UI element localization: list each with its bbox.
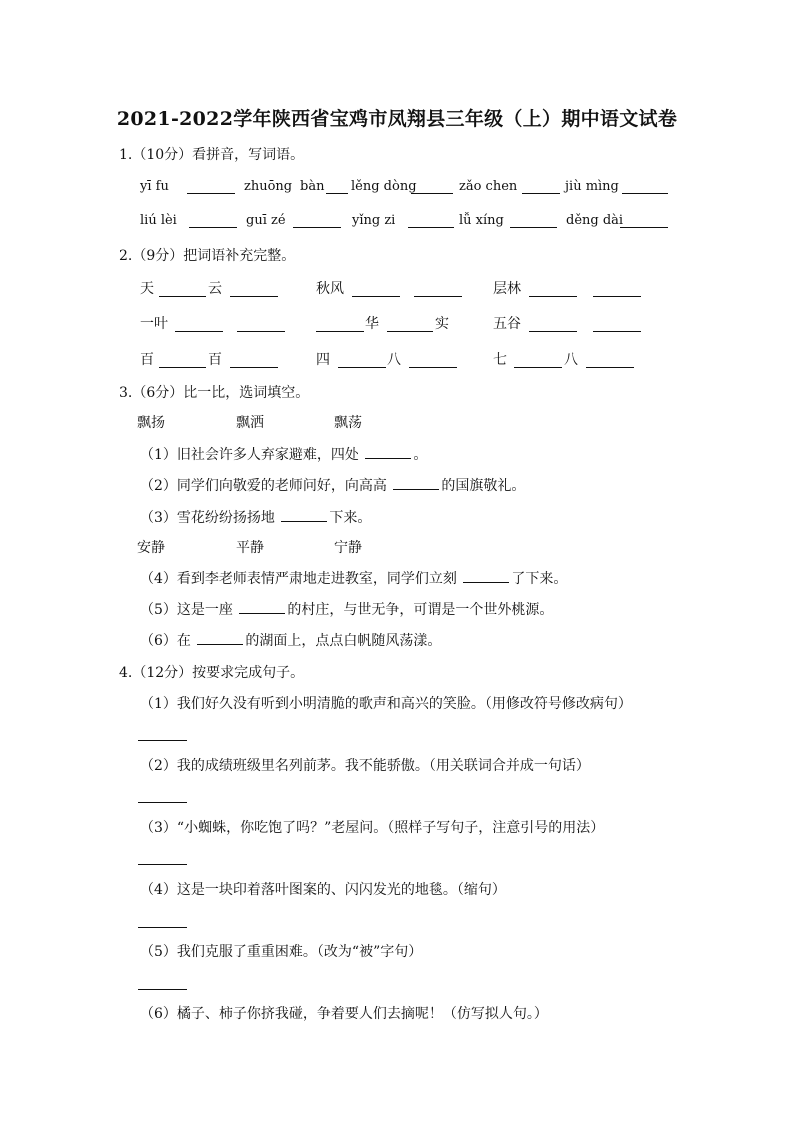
- answer-blank[interactable]: [352, 296, 400, 297]
- answer-blank[interactable]: [326, 193, 348, 194]
- answer-blank[interactable]: [159, 367, 206, 368]
- answer-blank[interactable]: [409, 367, 457, 368]
- exam-title: 2021-2022学年陕西省宝鸡市凤翔县三年级（上）期中语文试卷: [116, 108, 678, 130]
- q1-pinyin-guize: guī zé: [246, 213, 286, 228]
- q3-word-option: 安静: [137, 540, 165, 556]
- q1-pinyin-jiuming: jiù mìng: [565, 179, 619, 194]
- q1-heading: 1.（10分）看拼音，写词语。: [119, 147, 305, 163]
- q2-word: 层林: [493, 281, 521, 297]
- q4-sentence-1: （1）我们好久没有听到小明清脆的歌声和高兴的笑脸。（用修改符号修改病句）: [140, 696, 632, 712]
- q1-pinyin-lvxing: lǚ xíng: [459, 213, 504, 228]
- q3-sentence-4: （4）看到李老师表情严肃地走进教室，同学们立刻 了下来。: [140, 571, 568, 587]
- q1-pinyin-yingzi: yǐng zi: [352, 213, 396, 228]
- answer-blank[interactable]: [138, 740, 187, 741]
- answer-blank[interactable]: [159, 296, 206, 297]
- answer-blank[interactable]: [237, 331, 285, 332]
- q3-word-option: 宁静: [334, 540, 362, 556]
- q1-pinyin-ban: bàn: [300, 179, 325, 194]
- answer-blank[interactable]: [593, 296, 641, 297]
- q1-pinyin-zaochen: zǎo chen: [459, 179, 518, 194]
- q2-word: 秋风: [316, 281, 344, 297]
- q4-sentence-5: （5）我们克服了重重困难。（改为“被”字句）: [140, 944, 423, 960]
- q2-char: 七: [493, 352, 507, 368]
- q3-heading: 3.（6分）比一比，选词填空。: [119, 385, 310, 401]
- answer-blank[interactable]: [230, 296, 278, 297]
- answer-blank[interactable]: [138, 989, 187, 990]
- answer-blank[interactable]: [408, 227, 454, 228]
- q4-sentence-2: （2）我的成绩班级里名列前茅。我不能骄傲。（用关联词合并成一句话）: [140, 758, 590, 774]
- answer-blank[interactable]: [514, 367, 562, 368]
- answer-blank[interactable]: [138, 864, 187, 865]
- answer-blank[interactable]: [411, 193, 453, 194]
- answer-blank[interactable]: [138, 802, 187, 803]
- answer-blank[interactable]: [529, 296, 577, 297]
- q1-pinyin-liulei: liú lèi: [140, 213, 177, 228]
- q3-sentence-5: （5）这是一座 的村庄，与世无争，可谓是一个世外桃源。: [140, 602, 554, 618]
- q2-char: 四: [316, 352, 330, 368]
- q2-word: 一叶: [140, 316, 168, 332]
- answer-blank[interactable]: [387, 331, 433, 332]
- q2-heading: 2.（9分）把词语补充完整。: [119, 248, 296, 264]
- q3-sentence-2: （2）同学们向敬爱的老师问好，向高高 的国旗敬礼。: [140, 478, 526, 494]
- q3-word-option: 飘洒: [236, 415, 264, 431]
- answer-blank[interactable]: [316, 331, 364, 332]
- answer-blank[interactable]: [365, 446, 411, 459]
- answer-blank[interactable]: [414, 296, 462, 297]
- answer-blank[interactable]: [586, 367, 634, 368]
- q2-char: 百: [140, 352, 154, 368]
- q3-word-option: 飘扬: [137, 415, 165, 431]
- q1-pinyin-yifu: yī fu: [140, 179, 169, 194]
- q4-sentence-4: （4）这是一块印着落叶图案的、闪闪发光的地毯。（缩句）: [140, 882, 506, 898]
- q1-pinyin-zhuang: zhuōng: [244, 179, 293, 194]
- answer-blank[interactable]: [393, 477, 439, 490]
- q2-word: 五谷: [493, 316, 521, 332]
- q2-char: 百: [208, 352, 222, 368]
- q1-pinyin-lengdong: lěng dòng: [351, 179, 417, 194]
- answer-blank[interactable]: [529, 331, 577, 332]
- q3-sentence-6: （6）在 的湖面上，点点白帆随风荡漾。: [140, 633, 442, 649]
- answer-blank[interactable]: [620, 227, 668, 228]
- answer-blank[interactable]: [338, 367, 386, 368]
- answer-blank[interactable]: [622, 193, 668, 194]
- q4-sentence-6: （6）橘子、柿子你挤我碰，争着要人们去摘呢！（仿写拟人句。）: [140, 1006, 548, 1022]
- answer-blank[interactable]: [510, 227, 557, 228]
- q1-pinyin-dengdai: děng dài: [566, 213, 624, 228]
- q3-word-option: 飘荡: [334, 415, 362, 431]
- answer-blank[interactable]: [281, 509, 327, 522]
- q3-sentence-1: （1）旧社会许多人弃家避难，四处 。: [140, 447, 428, 463]
- q3-word-option: 平静: [236, 540, 264, 556]
- answer-blank[interactable]: [189, 227, 237, 228]
- answer-blank[interactable]: [463, 570, 509, 583]
- answer-blank[interactable]: [293, 227, 341, 228]
- answer-blank[interactable]: [197, 632, 243, 645]
- q2-char: 天: [140, 281, 154, 297]
- q3-sentence-3: （3）雪花纷纷扬扬地 下来。: [140, 510, 372, 526]
- answer-blank[interactable]: [187, 193, 235, 194]
- q2-char: 云: [208, 281, 222, 297]
- answer-blank[interactable]: [239, 601, 285, 614]
- q4-sentence-3: （3）“小蜘蛛，你吃饱了吗？”老屋问。（照样子写句子，注意引号的用法）: [140, 820, 605, 836]
- q2-char: 华: [365, 316, 379, 332]
- answer-blank[interactable]: [522, 193, 560, 194]
- q2-char: 实: [435, 316, 449, 332]
- q4-heading: 4.（12分）按要求完成句子。: [119, 665, 305, 681]
- answer-blank[interactable]: [593, 331, 641, 332]
- answer-blank[interactable]: [230, 367, 278, 368]
- answer-blank[interactable]: [138, 927, 187, 928]
- answer-blank[interactable]: [175, 331, 223, 332]
- q2-char: 八: [564, 352, 578, 368]
- q2-char: 八: [387, 352, 401, 368]
